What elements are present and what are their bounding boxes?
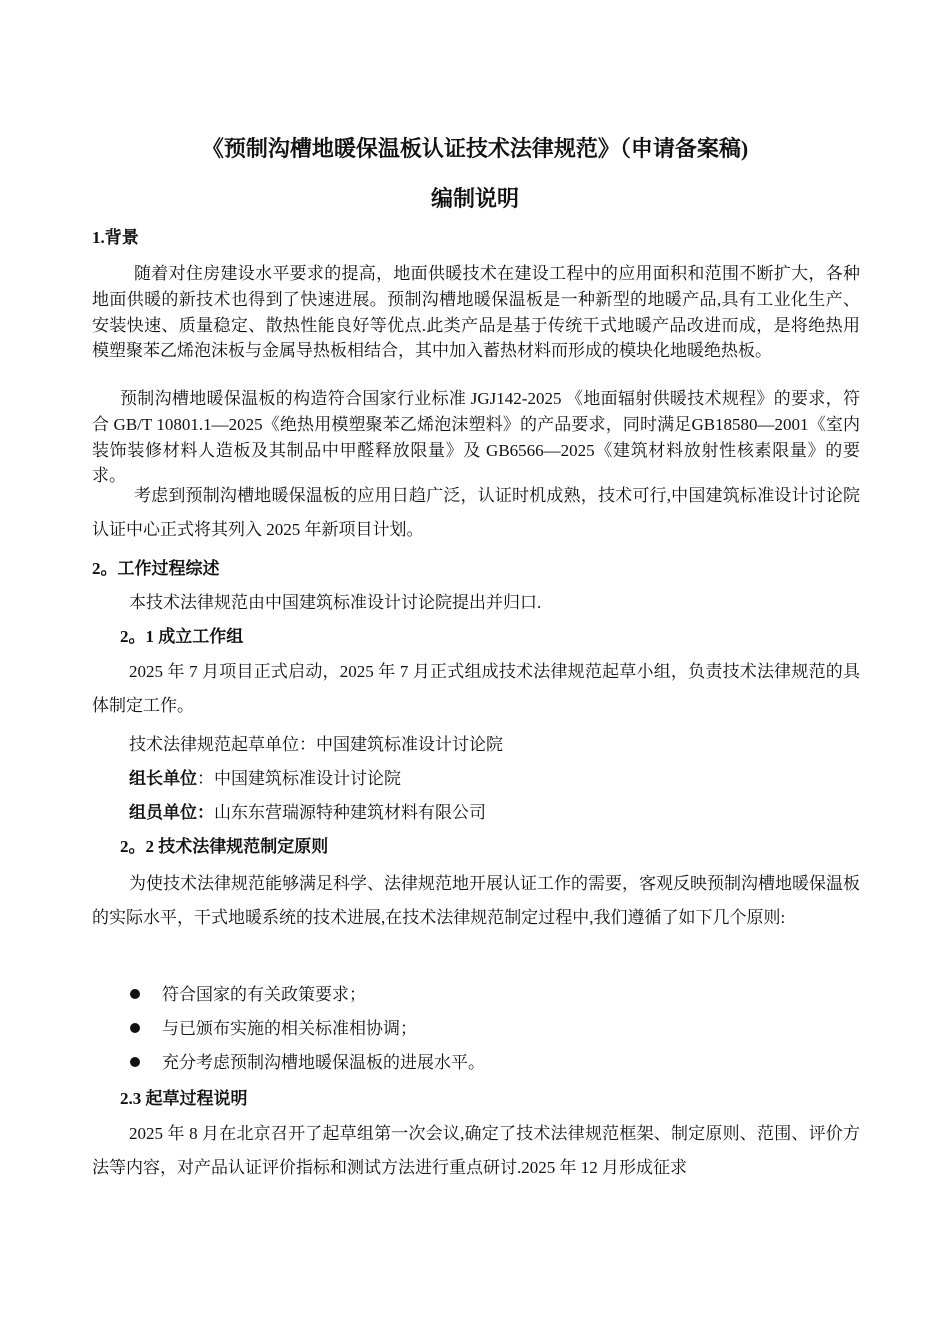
bullet-dot-icon <box>130 989 140 999</box>
principle-list-item: 充分考虑预制沟槽地暖保温板的进展水平。 <box>130 1051 485 1075</box>
drafting-unit-line: 技术法律规范起草单位：中国建筑标准设计讨论院 <box>129 735 503 754</box>
subsection-2-1-heading: 2。1 成立工作组 <box>120 627 244 646</box>
section-1-paragraph-1: 随着对住房建设水平要求的提高，地面供暖技术在建设工程中的应用面积和范围不断扩大，各种地面供暖的新技术也得到了快速进展。预制沟槽地暖保温板是一种新型的地暖产品,具有工业化生产、安装快速、质量稳定、散热性能良好等优点.此类产品是基于传统干式地暖产品改进而成，是将绝热用模塑聚苯乙烯泡沫板与金属导热板相结合，其中加入蓄热材料而形成的模块化地暖绝热板。 <box>92 264 860 361</box>
subsection-2-3-heading: 2.3 起草过程说明 <box>120 1089 248 1108</box>
section-1-heading: 1.背景 <box>92 228 139 247</box>
member-unit-value: 山东东营瑞源特种建筑材料有限公司 <box>214 803 486 822</box>
member-unit-label: 组员单位： <box>129 803 214 822</box>
section-1-paragraph-3: 考虑到预制沟槽地暖保温板的应用日趋广泛，认证时机成熟，技术可行,中国建筑标准设计讨论院认证中心正式将其列入 2025 年新项目计划。 <box>92 486 860 539</box>
section-1-paragraph-2: 预制沟槽地暖保温板的构造符合国家行业标准 JGJ142-2025 《地面辐射供暖技术规程》的要求，符合 GB/T 10801.1—2025《绝热用模塑聚苯乙烯泡沫塑料》的产品要求，同时满足GB18580—2001《室内装饰装修材料人造板及其制品中甲醛释放限量》及 GB6566—2025《建筑材料放射性核素限量》的要求。 <box>92 389 860 486</box>
bullet-dot-icon <box>130 1057 140 1067</box>
document-title: 《预制沟槽地暖保温板认证技术法律规范》（申请备案稿) <box>201 136 749 161</box>
subsection-2-1-paragraph: 2025 年 7 月项目正式启动，2025 年 7 月正式组成技术法律规范起草小组，负责技术法律规范的具体制定工作。 <box>92 662 860 715</box>
leader-unit-line <box>129 767 401 791</box>
subsection-2-3-paragraph: 2025 年 8 月在北京召开了起草组第一次会议,确定了技术法律规范框架、制定原则、范围、评价方法等内容，对产品认证评价指标和测试方法进行重点研讨.2025 年 12 月形成征求 <box>92 1124 860 1177</box>
member-unit-line <box>129 801 486 825</box>
principle-list-item: 与已颁布实施的相关标准相协调； <box>130 1017 417 1041</box>
subsection-2-2-heading: 2。2 技术法律规范制定原则 <box>120 837 329 856</box>
subsection-2-2-paragraph: 为使技术法律规范能够满足科学、法律规范地开展认证工作的需要，客观反映预制沟槽地暖保温板的实际水平，干式地暖系统的技术进展,在技术法律规范制定过程中,我们遵循了如下几个原则: <box>92 874 860 927</box>
leader-unit-value: ：中国建筑标准设计讨论院 <box>197 769 401 788</box>
section-2-heading: 2。工作过程综述 <box>92 559 220 578</box>
leader-unit-label: 组长单位 <box>129 769 197 788</box>
principle-list-item: 符合国家的有关政策要求； <box>130 983 366 1007</box>
bullet-dot-icon <box>130 1023 140 1033</box>
document-subtitle: 编制说明 <box>430 186 519 211</box>
section-2-intro: 本技术法律规范由中国建筑标准设计讨论院提出并归口. <box>129 593 542 612</box>
